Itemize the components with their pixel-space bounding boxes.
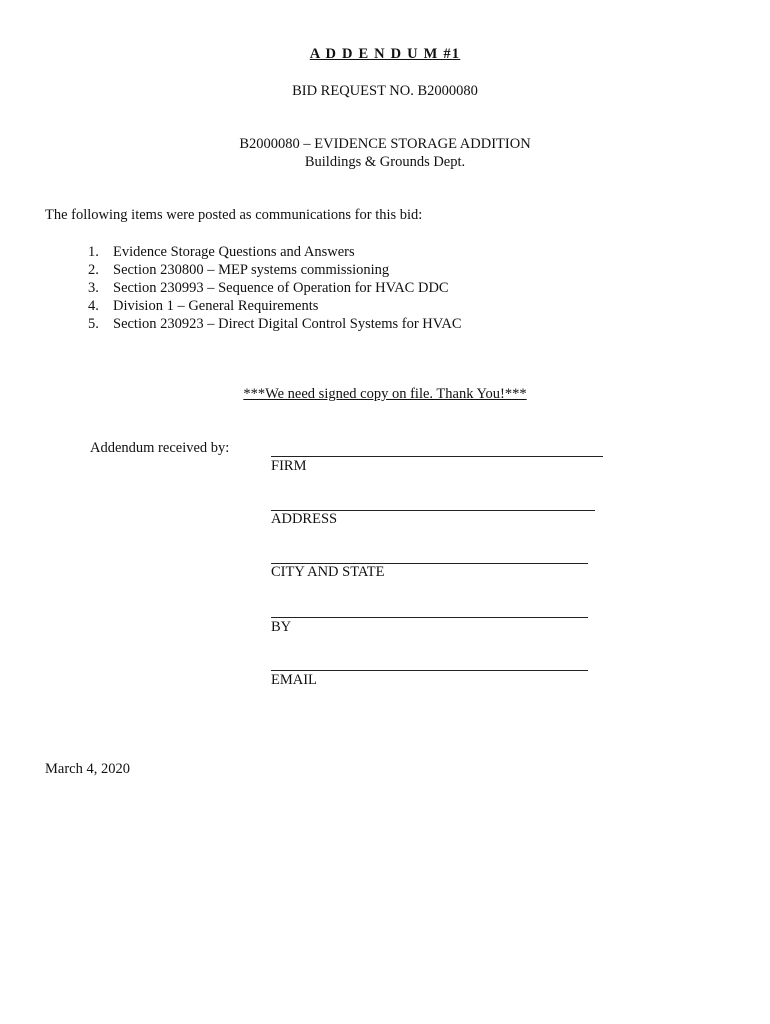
- city-state-label: CITY AND STATE: [271, 564, 385, 580]
- document-date: March 4, 2020: [45, 761, 130, 777]
- by-label: BY: [271, 619, 292, 635]
- list-item: [88, 243, 462, 261]
- list-item-number: 3.: [88, 280, 99, 296]
- list-item: [88, 279, 462, 297]
- address-label: ADDRESS: [271, 511, 338, 527]
- signature-notice: ***We need signed copy on file. Thank You!***: [243, 386, 527, 402]
- department-name: Buildings & Grounds Dept.: [304, 154, 466, 170]
- list-item-text: Section 230993 – Sequence of Operation for HVAC DDC: [113, 280, 449, 296]
- email-signature-line: [271, 670, 588, 671]
- communications-list: [88, 243, 462, 333]
- list-item-number: 2.: [88, 262, 99, 278]
- list-item: [88, 315, 462, 333]
- firm-signature-line: [271, 456, 603, 457]
- document-title: A D D E N D U M #1: [309, 46, 461, 62]
- list-item-number: 5.: [88, 316, 99, 332]
- list-item: [88, 297, 462, 315]
- list-item-text: Evidence Storage Questions and Answers: [113, 244, 355, 260]
- list-item-text: Division 1 – General Requirements: [113, 298, 319, 314]
- list-item-number: 1.: [88, 244, 99, 260]
- addendum-received-label: Addendum received by:: [90, 440, 230, 456]
- by-signature-line: [271, 617, 588, 618]
- intro-text: The following items were posted as communications for this bid:: [45, 207, 423, 223]
- list-item-text: Section 230923 – Direct Digital Control Systems for HVAC: [113, 316, 462, 332]
- bid-request-number: BID REQUEST NO. B2000080: [292, 83, 478, 99]
- list-item-number: 4.: [88, 298, 99, 314]
- firm-label: FIRM: [271, 458, 307, 474]
- project-name: B2000080 – EVIDENCE STORAGE ADDITION: [239, 136, 531, 152]
- list-item: [88, 261, 462, 279]
- list-item-text: Section 230800 – MEP systems commissioning: [113, 262, 390, 278]
- email-label: EMAIL: [271, 672, 317, 688]
